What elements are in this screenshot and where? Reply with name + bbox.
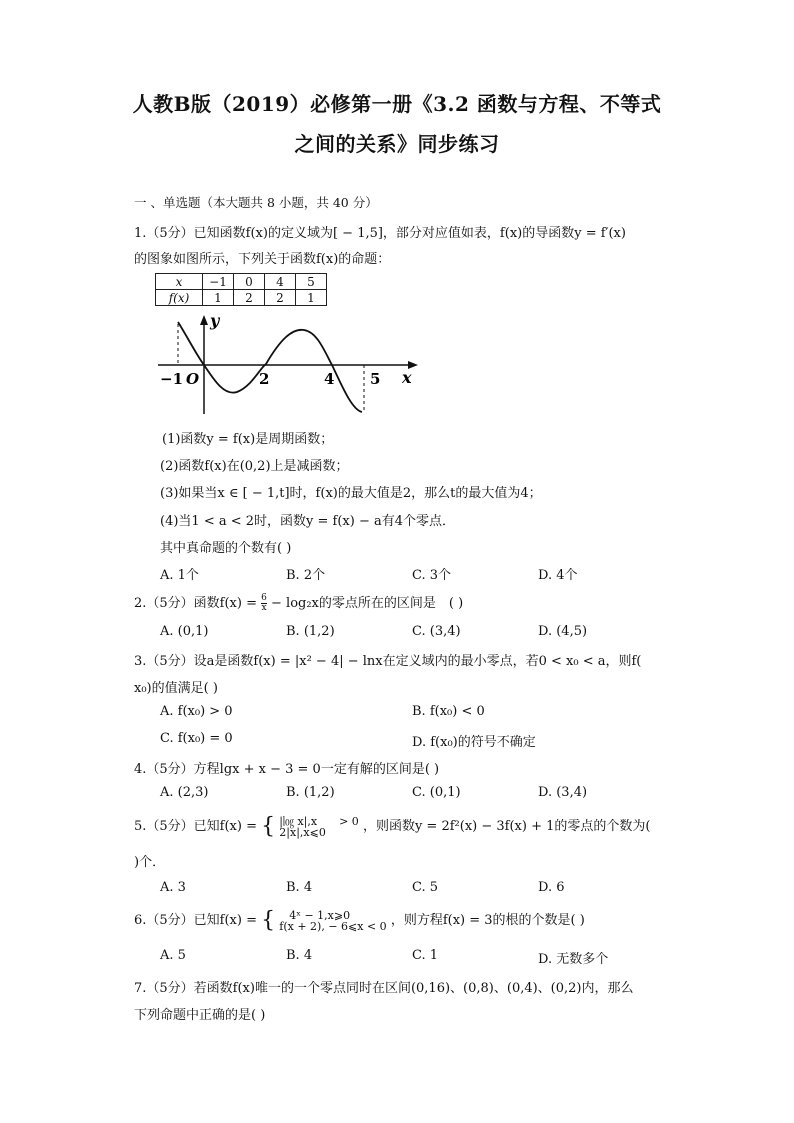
q1-option-a: A. 1个 (160, 568, 199, 583)
q6-case2: f(x + 2), − 6⩽x < 0 (279, 919, 387, 933)
q5-prefix: 5.（5分）已知f(x) = (134, 819, 257, 834)
table-cell: 1 (203, 290, 234, 306)
q3-line1: 3.（5分）设a是函数f(x) = |x² − 4| − lnx在定义域内的最小零点，若0 < x₀ < a，则f( (134, 654, 642, 669)
q5-stem (134, 814, 650, 839)
q1-prop-3: (3)如果当x ∈ [ − 1,t]时，f(x)的最大值是2，那么t的最大值为4； (160, 486, 542, 501)
q2-option-d: D. (4,5) (538, 624, 588, 639)
q4-line1: 4.（5分）方程lgx + x − 3 = 0一定有解的区间是( ) (134, 762, 440, 777)
q2-frac-den: x (261, 603, 267, 613)
q1-option-d: D. 4个 (538, 568, 578, 583)
q2-prefix: 2.（5分）函数f(x) = (134, 596, 257, 611)
q4-option-a: A. (2,3) (160, 785, 209, 800)
q7-line2: 下列命题中正确的是( ) (134, 1008, 266, 1023)
q3-option-c: C. f(x₀) = 0 (160, 731, 233, 746)
x-label: x (402, 368, 412, 387)
origin-label: O (186, 370, 200, 388)
q2-stem (134, 592, 463, 613)
q2-option-b: B. (1,2) (286, 624, 335, 639)
q6-option-b: B. 4 (286, 948, 313, 963)
q6-stem (134, 908, 585, 933)
q6-case1: 4ˣ − 1,x⩾0 (289, 908, 351, 922)
q6-suffix: ，则方程f(x) = 3的根的个数是( ) (390, 913, 585, 928)
doc-title-line1: 人教B版（2019）必修第一册《3.2 函数与方程、不等式 (132, 92, 662, 116)
q7-line1: 7.（5分）若函数f(x)唯一的一个零点同时在区间(0,16)、(0,8)、(0,4)、(0,2)内，那么 (134, 981, 634, 996)
q5-option-d: D. 6 (538, 880, 565, 895)
q1-line2: 的图象如图所示，下列关于函数f(x)的命题： (134, 252, 391, 267)
q6-brace: { (261, 908, 276, 933)
y-axis-arrow-icon (200, 315, 208, 325)
q6-option-c: C. 1 (412, 948, 439, 963)
q5-option-b: B. 4 (286, 880, 313, 895)
doc-title-line2: 之间的关系》同步练习 (294, 132, 500, 156)
table-cell: 4 (265, 274, 296, 290)
q6-cases (279, 910, 386, 932)
y-label: y (210, 311, 220, 330)
table-row (156, 274, 327, 290)
q4-option-b: B. (1,2) (286, 785, 335, 800)
q6-option-d: D. 无数多个 (538, 952, 609, 967)
derivative-graph (152, 310, 427, 420)
q1-prop-2: (2)函数f(x)在(0,2)上是减函数； (160, 459, 349, 474)
q1-line1: 1.（5分）已知函数f(x)的定义域为[ − 1,5]，部分对应值如表，f(x)的导函数y = f′(x) (134, 226, 626, 241)
q4-option-d: D. (3,4) (538, 785, 588, 800)
q4-option-c: C. (0,1) (412, 785, 461, 800)
table-cell: 5 (296, 274, 327, 290)
tick-neg1: −1 (160, 370, 184, 388)
q3-line2: x₀)的值满足( ) (134, 681, 218, 696)
q3-option-a: A. f(x₀) > 0 (160, 704, 233, 719)
q5-cases (279, 816, 359, 838)
q5-suffix: ，则函数y = 2f²(x) − 3f(x) + 1的零点的个数为( (362, 819, 651, 834)
q3-option-b: B. f(x₀) < 0 (412, 704, 485, 719)
q2-suffix: − log₂x的零点所在的区间是 ( ) (271, 596, 464, 611)
table-cell: 1 (296, 290, 327, 306)
q5-brace: { (261, 814, 276, 839)
q5-case2: 2|x|,x⩽0 (279, 825, 326, 839)
q2-frac-num: 6 (261, 593, 267, 603)
table-row (156, 290, 327, 306)
q2-option-a: A. (0,1) (160, 624, 209, 639)
tick-4: 4 (324, 370, 335, 388)
q1-option-b: B. 2个 (286, 568, 326, 583)
section-heading: 一 、单选题（本大题共 8 小题，共 40 分） (134, 195, 378, 210)
table-cell: 0 (234, 274, 265, 290)
table-cell: x (156, 274, 203, 290)
q6-prefix: 6.（5分）已知f(x) = (134, 913, 257, 928)
table-cell: −1 (203, 274, 234, 290)
tick-2: 2 (259, 370, 270, 388)
tick-5: 5 (370, 370, 381, 388)
q6-option-a: A. 5 (160, 948, 186, 963)
table-cell: f(x) (156, 290, 203, 306)
q1-ask: 其中真命题的个数有( ) (160, 541, 292, 556)
q5-case1: |㏒ x|,x > 0 (279, 814, 359, 828)
table-cell: 2 (265, 290, 296, 306)
q5-option-c: C. 5 (412, 880, 439, 895)
q1-value-table (155, 273, 327, 306)
q1-option-c: C. 3个 (412, 568, 452, 583)
q1-prop-1: (1)函数y = f(x)是周期函数； (162, 432, 334, 447)
q3-option-d: D. f(x₀)的符号不确定 (412, 735, 536, 750)
q2-fraction (261, 594, 267, 613)
q2-option-c: C. (3,4) (412, 624, 461, 639)
table-cell: 2 (234, 290, 265, 306)
derivative-curve (178, 322, 362, 412)
q1-prop-4: (4)当1 < a < 2时，函数y = f(x) − a有4个零点． (160, 514, 455, 529)
q5-option-a: A. 3 (160, 880, 186, 895)
q5-line2: )个． (134, 855, 166, 870)
